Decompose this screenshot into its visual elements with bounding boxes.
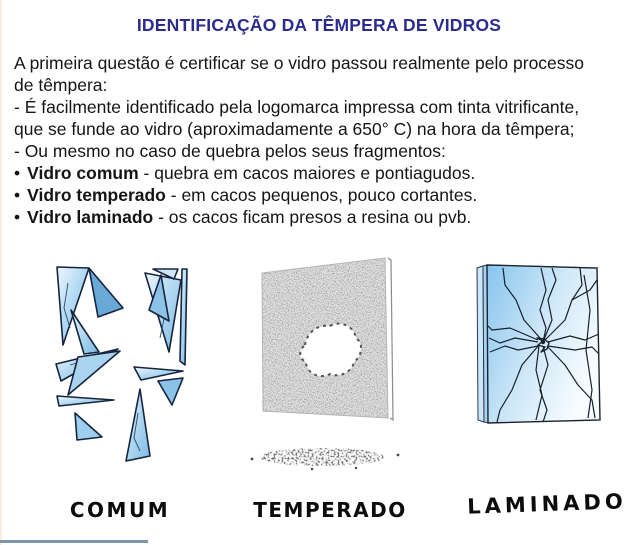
bullet-term: Vidro temperado [27, 185, 166, 205]
bullet-term: Vidro laminado [27, 207, 154, 227]
bullet-item-common [14, 162, 630, 184]
intro-line: - É facilmente identificado pela logomarca impressa com tinta vitrificante, [14, 97, 580, 117]
intro-line: que se funde ao vidro (aproximadamente a 650° C) na hora da têmpera; [14, 119, 575, 139]
bullet-desc: - quebra em cacos maiores e pontiagudos. [138, 163, 476, 183]
glass-crumb-pile [260, 448, 384, 466]
bullet-glyph: • [14, 163, 21, 183]
bullet-item-tempered [14, 184, 630, 206]
intro-line: A primeira questão é certificar se o vidro passou realmente pelo processo [14, 53, 585, 73]
intro-line: de têmpera: [14, 75, 108, 95]
bullet-term: Vidro comum [27, 163, 139, 183]
page-title: IDENTIFICAÇÃO DA TÊMPERA DE VIDROS [136, 15, 502, 35]
bullet-desc: - em cacos pequenos, pouco cortantes. [165, 185, 478, 205]
bullet-item-laminated [14, 206, 630, 228]
glass-illustrations [0, 250, 638, 482]
tempered-glass-figure [251, 258, 400, 470]
caption-comum: COMUM [69, 498, 171, 522]
intro-text [14, 52, 630, 228]
bottom-rule-divider [0, 540, 148, 543]
common-glass-figure [56, 267, 187, 461]
laminated-glass-figure [477, 265, 600, 423]
intro-line: - Ou mesmo no caso de quebra pelos seus fragmentos: [14, 141, 446, 161]
bullet-glyph: • [14, 207, 21, 227]
bullet-desc: - os cacos ficam presos a resina ou pvb. [153, 207, 472, 227]
caption-laminado: LAMINADO [466, 489, 628, 519]
caption-temperado: TEMPERADO [253, 498, 407, 522]
bullet-glyph: • [14, 185, 21, 205]
